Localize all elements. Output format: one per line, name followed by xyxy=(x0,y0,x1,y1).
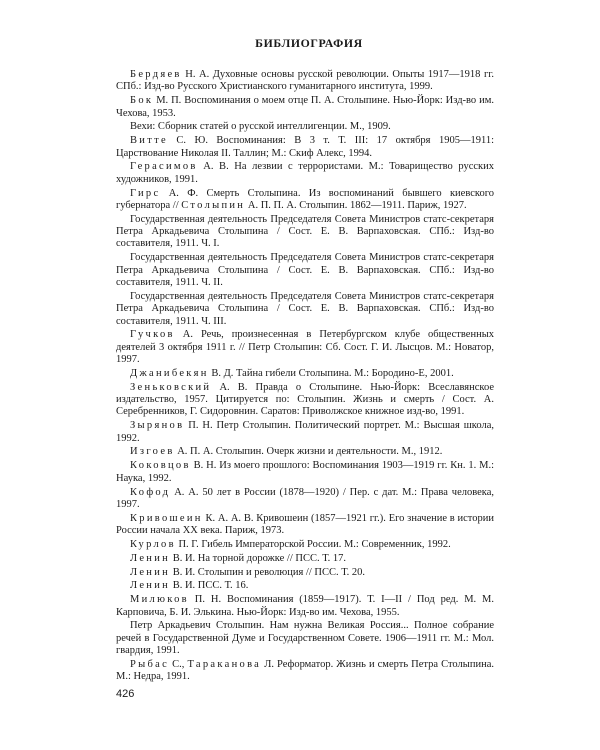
page-number: 426 xyxy=(116,688,135,700)
entry-text: Л. Реформатор. Жизнь и смерть Петра Столыпина. М.: Недра, 1991. xyxy=(116,658,494,683)
entry-text: К. А. А. В. Кривошеин (1857—1921 гг.). Его значение в истории России начала XX века. Париж, 1973. xyxy=(116,512,494,537)
entry-author: Кофод xyxy=(130,486,171,498)
entry-text: П. Н. Воспоминания (1859—1917). Т. I—II / Под ред. М. М. Карповича, Б. И. Элькина. Нью-Йорк: Изд-во им. Чехова, 1955. xyxy=(116,594,494,618)
entry-author: Столыпин xyxy=(181,199,246,211)
entry-text: В. Н. Из моего прошлого: Воспоминания 1903—1919 гг. Кн. 1. М.: Наука, 1992. xyxy=(116,460,494,484)
bibliography-entry xyxy=(116,95,494,120)
bibliography-entry xyxy=(116,368,494,380)
bibliography-entry xyxy=(116,382,494,419)
bibliography-entry xyxy=(116,214,494,251)
entry-author: Коковцов xyxy=(130,460,191,472)
entry-text: А. П. А. Столыпин. Очерк жизни и деятельности. М., 1912. xyxy=(174,446,443,458)
entry-author: Гирс xyxy=(130,187,161,199)
page-title: БИБЛИОГРАФИЯ xyxy=(255,36,363,50)
entry-text: Вехи: Сборник статей о русской интеллигенции. М., 1909. xyxy=(130,121,391,133)
bibliography-entry xyxy=(116,580,494,592)
entry-author: Витте xyxy=(130,135,168,147)
entry-text: А. В. На лезвии с террористами. М.: Товарищество русских художников, 1991. xyxy=(116,161,494,185)
entry-text: Н. А. Духовные основы русской революции. Опыты 1917—1918 гг. СПб.: Изд-во Русского Христианского гуманитарного института, 1999. xyxy=(116,69,494,93)
bibliography-entry xyxy=(116,446,494,458)
bibliography-entry xyxy=(116,188,494,213)
entry-text: А. Ф. Смерть Столыпина. Из воспоминаний бывшего киевского губернатора // xyxy=(116,187,494,211)
entry-text: В. И. На торной дорожке // ПСС. Т. 17. xyxy=(170,552,346,564)
entry-text: Государственная деятельность Председателя Совета Министров статс-секретаря Петра Аркадьевича Столыпина / Сост. Е. В. Варпаховская. СПб.: Изд-во составителя, 1911. Ч. II. xyxy=(116,252,494,288)
entry-text: С. Ю. Воспоминания: В 3 т. Т. III: 17 октября 1905—1911: Царствование Николая II. Таллин; М.: Скиф Алекс, 1994. xyxy=(116,135,494,159)
entry-author: Ленин xyxy=(130,566,171,578)
entry-author: Тараканова xyxy=(187,658,262,670)
bibliography-entry xyxy=(116,594,494,619)
entry-author: Зырянов xyxy=(130,420,185,432)
bibliography-entry xyxy=(116,539,494,551)
entry-text: А. А. 50 лет в России (1878—1920) / Пер. с дат. М.: Права человека, 1997. xyxy=(116,486,494,510)
entry-author: Изгоев xyxy=(130,446,175,458)
bibliography-entry xyxy=(116,553,494,565)
bibliography-entry xyxy=(116,567,494,579)
entry-author: Гучков xyxy=(130,329,175,341)
bibliography-entry xyxy=(116,135,494,160)
entry-author: Бок xyxy=(130,95,154,107)
entry-text: М. П. Воспоминания о моем отце П. А. Столыпине. Нью-Йорк: Изд-во им. Чехова, 1953. xyxy=(116,95,494,119)
entry-author: Ленин xyxy=(130,580,171,592)
entry-text: В. Д. Тайна гибели Столыпина. М.: Бородино-Е, 2001. xyxy=(208,367,454,379)
entry-text: Петр Аркадьевич Столыпин. Нам нужна Великая Россия... Полное собрание речей в Государственной Думе и Государственном Совете. 1906—1911 гг. М.: Мол. гвардия, 1991. xyxy=(116,620,494,657)
entry-text: П. Г. Гибель Императорской России. М.: Современник, 1992. xyxy=(175,538,451,550)
entry-author: Кривошеин xyxy=(130,512,203,524)
bibliography-entry xyxy=(116,460,494,485)
bibliography-entry xyxy=(116,121,494,133)
bibliography-entry xyxy=(116,620,494,657)
entry-author: Герасимов xyxy=(130,161,198,173)
entry-text: В. И. Столыпин и революция // ПСС. Т. 20. xyxy=(170,566,365,578)
entry-author: Милюков xyxy=(130,594,189,606)
entry-author: Ленин xyxy=(130,552,171,564)
bibliography-entry xyxy=(116,329,494,366)
entry-author: Рыбас xyxy=(130,658,170,670)
entry-author: Курлов xyxy=(130,538,176,550)
bibliography-entry xyxy=(116,420,494,445)
entry-author: Джанибекян xyxy=(130,367,209,379)
bibliography-entry xyxy=(116,513,494,538)
entry-text: Государственная деятельность Председателя Совета Министров статс-секретаря Петра Аркадьевича Столыпина / Сост. Е. В. Варпаховская. СПб.: Изд-во составителя, 1911. Ч. III. xyxy=(116,290,494,327)
bibliography-entry xyxy=(116,487,494,512)
entry-text: В. И. ПСС. Т. 16. xyxy=(170,580,249,592)
entry-text: А. П. П. А. Столыпин. 1862—1911. Париж, 1927. xyxy=(245,199,467,211)
bibliography-entry xyxy=(116,252,494,289)
entry-text: А. Речь, произнесенная в Петербургском клубе общественных деятелей 3 октября 1911 г. // Петр Столыпин: Сб. Сост. Г. И. Лысцов. М.: Новатор, 1997. xyxy=(116,329,494,366)
bibliography-entry xyxy=(116,69,494,94)
bibliography-page xyxy=(116,36,494,685)
entry-text: С., xyxy=(169,658,188,670)
entry-text: А. В. Правда о Столыпине. Нью-Йорк: Всеславянское издательство, 1957. Цитируется по: Столыпин. Жизнь и смерть / Сост. А. Серебренников, Г. Сидоровнин. Саратов: Приволжское книжное изд-во, 1991. xyxy=(116,381,494,418)
entry-text: П. Н. Петр Столыпин. Политический портрет. М.: Высшая школа, 1992. xyxy=(116,420,494,444)
entry-text: Государственная деятельность Председателя Совета Министров статс-секретаря Петра Аркадьевича Столыпина / Сост. Е. В. Варпаховская. СПб.: Изд-во составителя, 1911. Ч. I. xyxy=(116,213,494,250)
bibliography-entry xyxy=(116,291,494,328)
entry-author: Зеньковский xyxy=(130,381,212,393)
bibliography-list xyxy=(116,69,494,684)
bibliography-entry xyxy=(116,161,494,186)
entry-author: Бердяев xyxy=(130,69,182,80)
bibliography-entry xyxy=(116,659,494,684)
